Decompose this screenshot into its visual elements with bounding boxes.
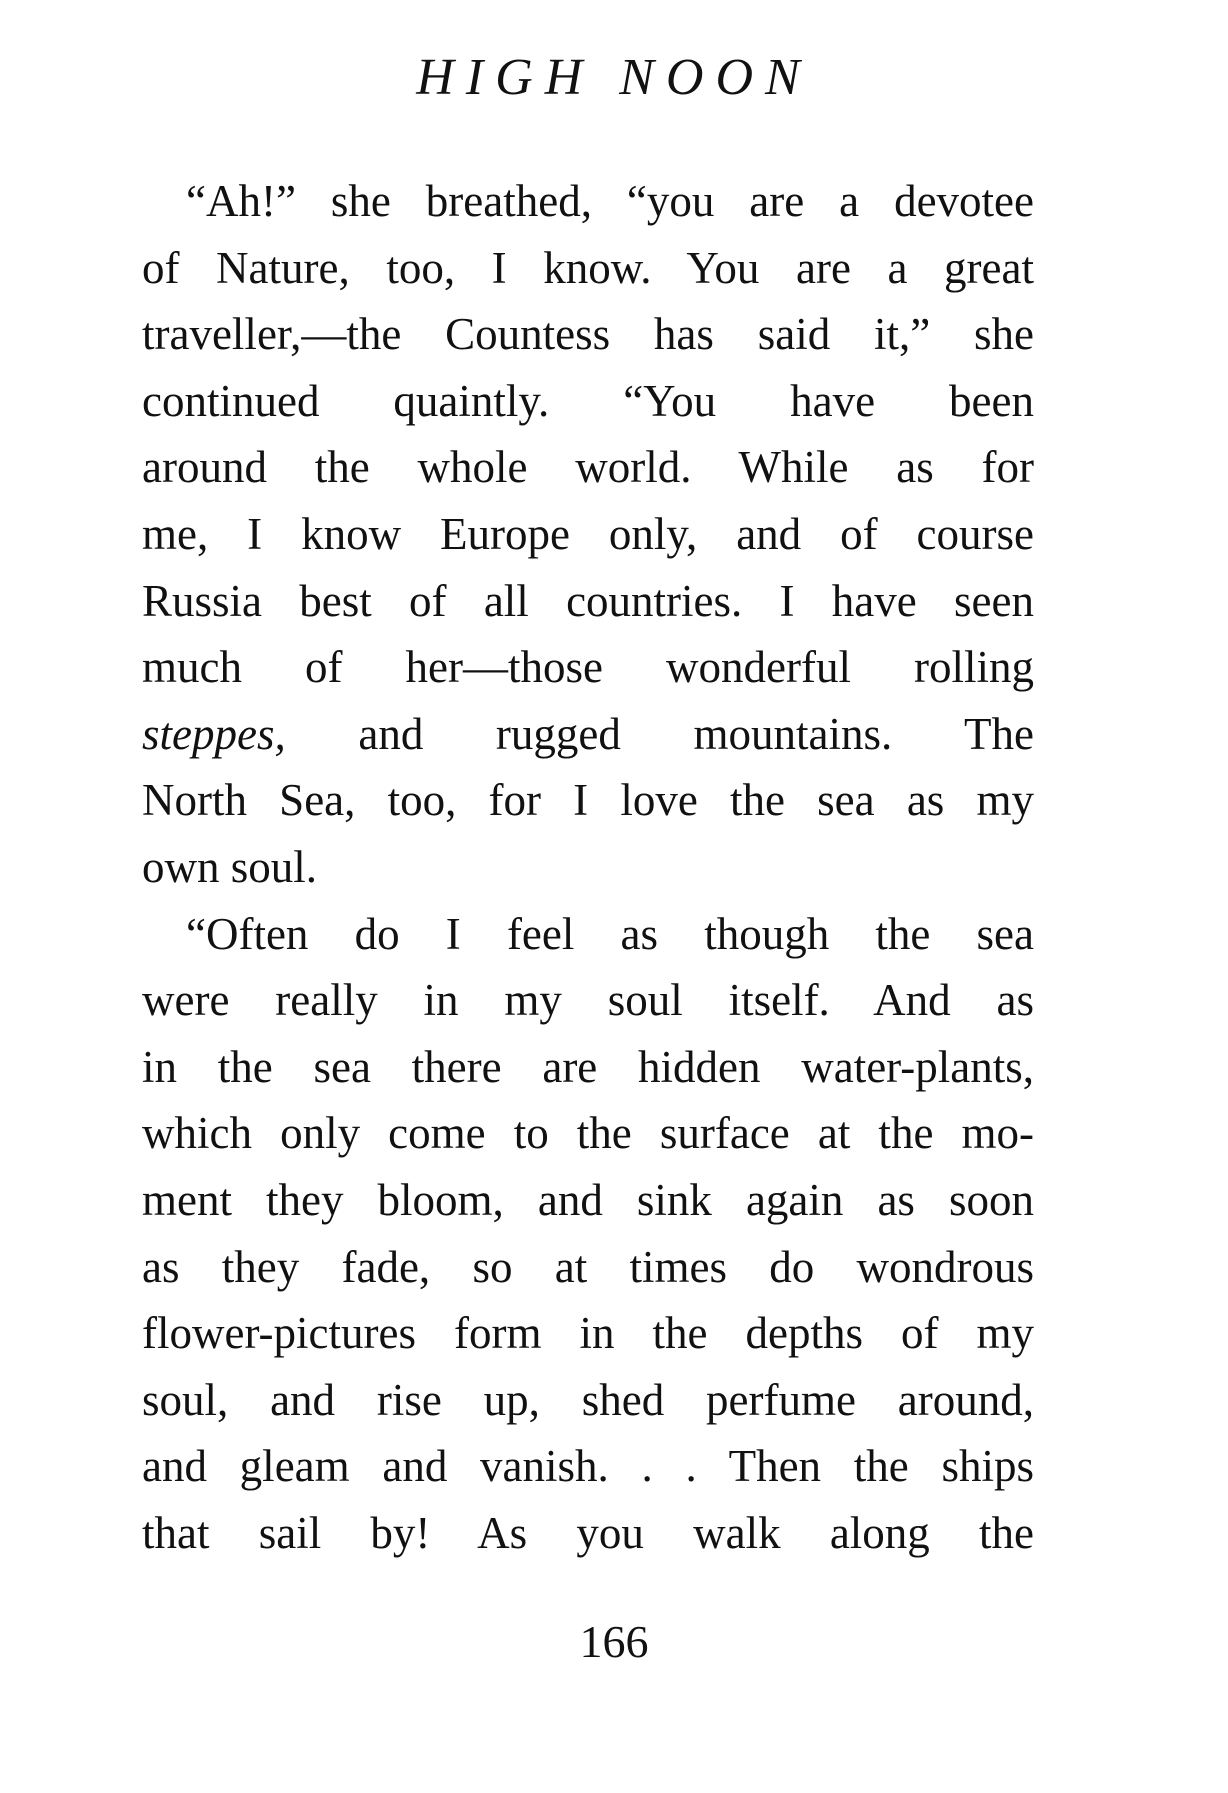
text-line: ment they bloom, and sink again as soon xyxy=(142,1174,1034,1225)
text-line: North Sea, too, for I love the sea as my xyxy=(142,775,1034,826)
page-number: 166 xyxy=(579,1616,649,1667)
text-line xyxy=(142,701,1034,768)
text-line: that sail by! As you walk along the xyxy=(142,1507,1034,1558)
text-line: flower-pictures form in the depths of my xyxy=(142,1308,1034,1359)
text-line: in the sea there are hidden water-plants, xyxy=(142,1041,1034,1092)
text-line: much of her—those wonderful rolling xyxy=(142,642,1034,693)
text-line: “Often do I feel as though the sea xyxy=(186,908,1034,959)
text-line: and gleam and vanish. . . Then the ships xyxy=(142,1441,1034,1492)
text-line: soul, and rise up, shed perfume around, xyxy=(142,1374,1034,1425)
text-line: of Nature, too, I know. You are a great xyxy=(142,242,1034,293)
text-line: which only come to the surface at the mo- xyxy=(142,1108,1034,1159)
text-line: me, I know Europe only, and of course xyxy=(142,508,1034,559)
text-line: continued quaintly. “You have been xyxy=(142,375,1034,426)
italic-word: steppes, xyxy=(142,708,286,759)
text-line: Russia best of all countries. I have seen xyxy=(142,575,1034,626)
text-run: and rugged mountains. The xyxy=(285,708,1034,759)
text-line: “Ah!” she breathed, “you are a devotee xyxy=(186,176,1034,226)
body-text xyxy=(142,168,1034,1566)
text-line: around the whole world. While as for xyxy=(142,442,1034,493)
text-line: were really in my soul itself. And as xyxy=(142,975,1034,1026)
running-title: HIGH NOON xyxy=(416,49,812,106)
text-line: traveller,—the Countess has said it,” she xyxy=(142,309,1034,360)
text-line: as they fade, so at times do wondrous xyxy=(142,1241,1034,1292)
text-line: own soul. xyxy=(142,841,318,892)
